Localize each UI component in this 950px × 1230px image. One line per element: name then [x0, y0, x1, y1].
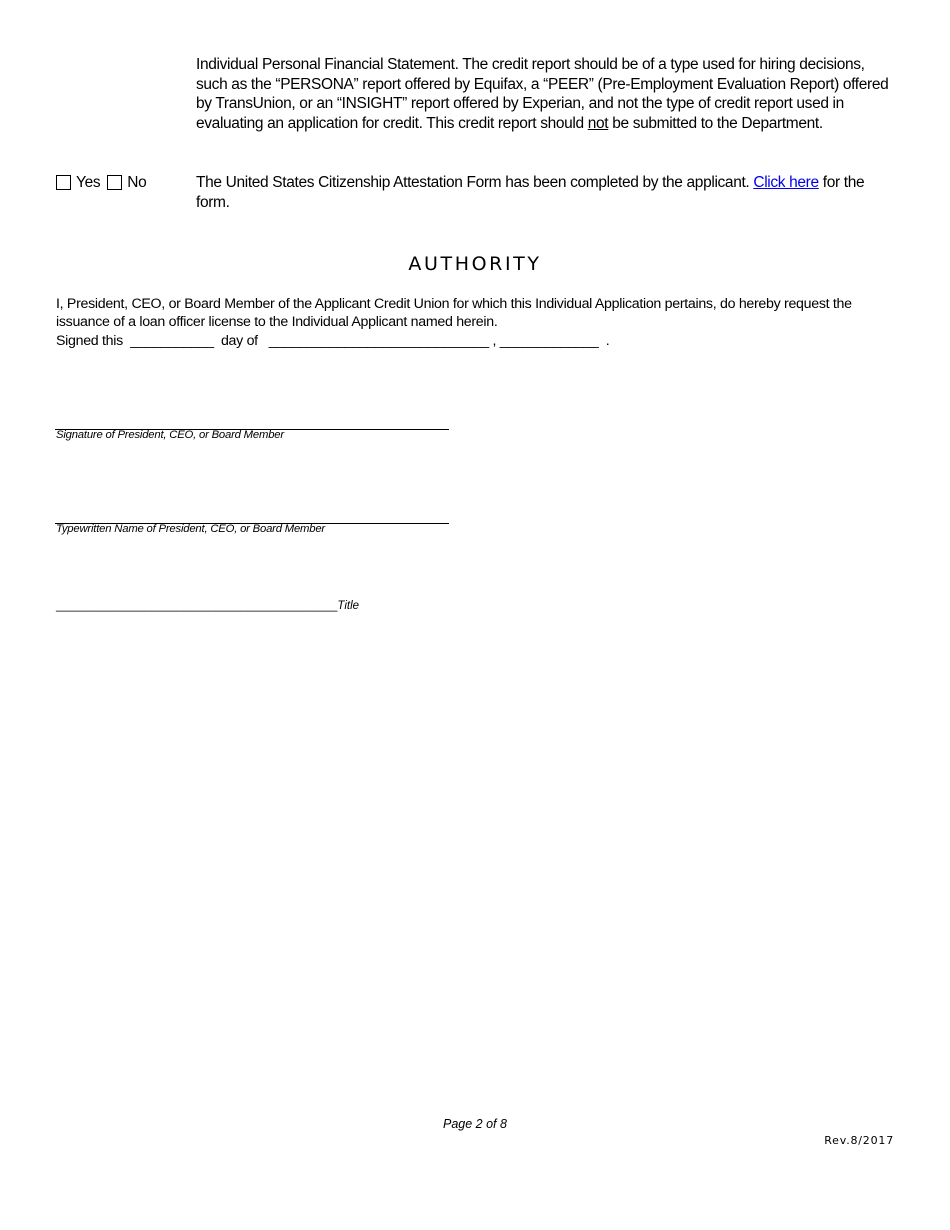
citizenship-text: The United States Citizenship Attestation Form has been completed by the applicant. [196, 174, 754, 191]
signature-label: Signature of President, CEO, or Board Member [56, 429, 284, 441]
credit-text-after: be submitted to the Department. [608, 115, 823, 133]
click-here-link[interactable]: Click here [753, 174, 819, 191]
citizenship-text-after: for the form. [196, 174, 865, 211]
credit-report-paragraph [196, 55, 896, 134]
yes-checkbox[interactable] [56, 175, 71, 190]
credit-text-before: Individual Personal Financial Statement. The credit report should be of a type used for hiring decisions, such as the “PERSONA” report offered by Equifax, a “PEER” (Pre-Employment Evaluation Report) offered by TransUnion, or an “INSIGHT” report offered by Experian, and not the type of credit report used in evaluating an application for credit. This credit report should [196, 56, 889, 133]
yes-no-checkboxes [56, 173, 146, 193]
authority-heading: AUTHORITY [408, 253, 542, 275]
typed-name-label: Typewritten Name of President, CEO, or Board Member [56, 523, 325, 535]
no-checkbox[interactable] [107, 175, 122, 190]
signed-this-line: Signed this ___________ day of _____________________________ , _____________ . [56, 332, 610, 349]
title-blank-line[interactable]: ____________________________________________ [56, 600, 338, 612]
authority-body: I, President, CEO, or Board Member of the Applicant Credit Union for which this Individual Application pertains, do hereby request the issuance of a loan officer license to the Individual Applicant named herein. [56, 296, 852, 331]
citizenship-statement [196, 173, 886, 212]
credit-text-not: not [587, 115, 609, 133]
title-label: Title [337, 600, 360, 612]
authority-section [56, 295, 896, 350]
title-field [56, 600, 359, 612]
revision-label: Rev.8/2017 [824, 1134, 894, 1147]
page-number: Page 2 of 8 [443, 1117, 507, 1131]
yes-label: Yes [76, 174, 101, 191]
no-label: No [127, 174, 147, 191]
